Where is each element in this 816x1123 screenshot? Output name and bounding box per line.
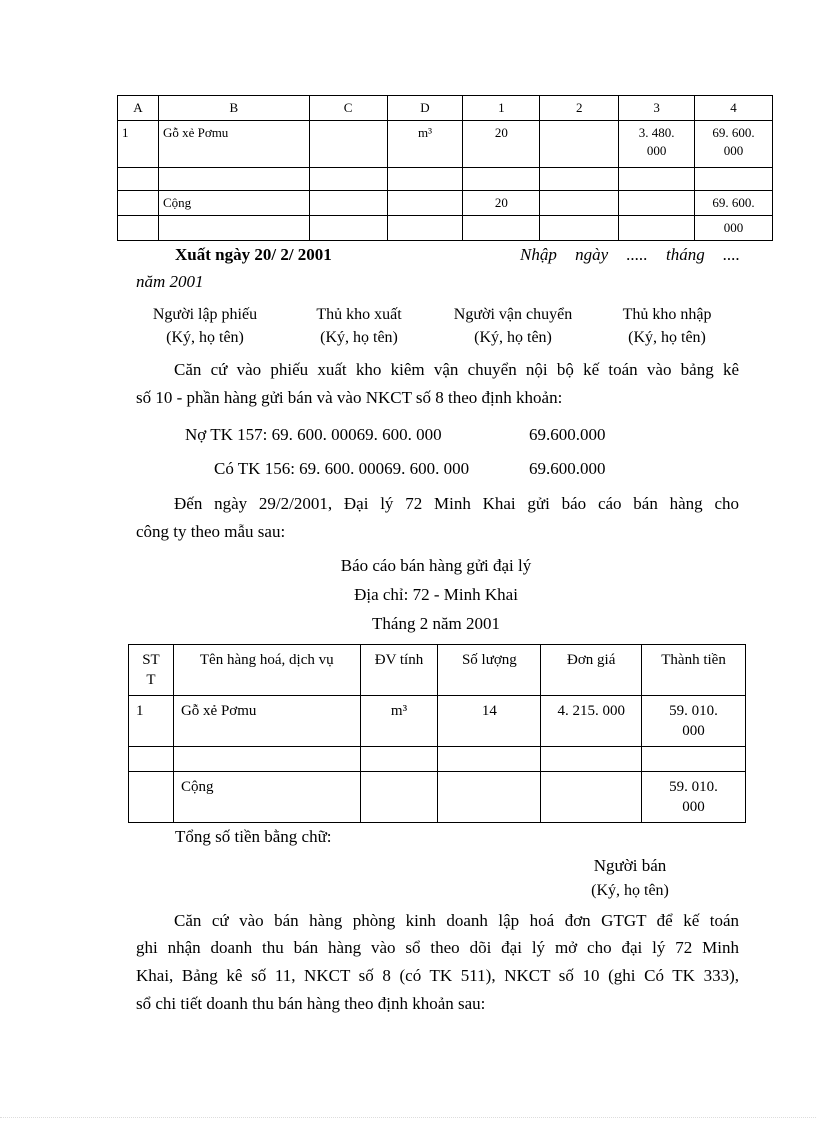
seller-sign-note: (Ký, họ tên) bbox=[591, 882, 669, 899]
receipt-date bbox=[520, 245, 740, 265]
total-cell bbox=[642, 696, 746, 747]
empty-row bbox=[129, 747, 746, 772]
col-header-c: C bbox=[309, 96, 387, 121]
total-amount: 69. 600. bbox=[695, 191, 773, 216]
price-line-2: 000 bbox=[646, 143, 667, 158]
signature-block bbox=[592, 306, 742, 347]
signature-note: (Ký, họ tên) bbox=[320, 329, 398, 346]
unit-cell: m³ bbox=[360, 696, 438, 747]
issue-slip-table bbox=[117, 95, 773, 241]
paragraph-line: Khai, Bảng kê số 11, NKCT số 8 (có TK 511), NKCT số 10 (ghi Có TK 333), bbox=[136, 966, 739, 985]
seller-signature bbox=[560, 856, 700, 900]
total-row-continuation bbox=[118, 216, 773, 241]
empty-cell bbox=[309, 121, 387, 168]
table-header-row bbox=[118, 96, 773, 121]
empty-cell bbox=[540, 121, 619, 168]
paragraph-line: sổ chi tiết doanh thu bán hàng theo định khoản sau: bbox=[136, 994, 486, 1013]
col-header-name: Tên hàng hoá, dịch vụ bbox=[173, 645, 360, 696]
signature-role: Người lập phiếu bbox=[152, 306, 258, 323]
quantity-cell: 20 bbox=[463, 121, 540, 168]
table-row bbox=[118, 121, 773, 168]
debit-entry: Nợ TK 157: 69. 600. 00069. 600. 000 bbox=[185, 425, 442, 444]
stt-line-2: T bbox=[146, 672, 156, 688]
debit-amount: 69.600.000 bbox=[529, 425, 606, 444]
item-name: Gỗ xẻ Pơmu bbox=[158, 121, 309, 168]
total-label: Cộng bbox=[173, 772, 360, 823]
receipt-dots: ..... bbox=[626, 245, 648, 264]
report-period: Tháng 2 năm 2001 bbox=[372, 614, 500, 633]
price-cell: 4. 215. 000 bbox=[541, 696, 642, 747]
credit-entry: Có TK 156: 69. 600. 00069. 600. 000 bbox=[214, 459, 470, 478]
col-header-2: 2 bbox=[540, 96, 619, 121]
empty-cell bbox=[118, 191, 159, 216]
total-label: Cộng bbox=[158, 191, 309, 216]
col-header-3: 3 bbox=[619, 96, 695, 121]
table-row bbox=[129, 696, 746, 747]
col-header-unit: ĐV tính bbox=[360, 645, 438, 696]
col-header-qty: Số lượng bbox=[438, 645, 541, 696]
receipt-word: Nhập bbox=[520, 245, 557, 264]
table-header-row bbox=[129, 645, 746, 696]
receipt-word: ngày bbox=[575, 245, 609, 264]
receipt-year: năm 2001 bbox=[136, 272, 204, 291]
row-index: 1 bbox=[129, 696, 174, 747]
signature-note: (Ký, họ tên) bbox=[628, 329, 706, 346]
unit-cell: m³ bbox=[387, 121, 463, 168]
signature-block bbox=[438, 306, 588, 347]
quantity-cell: 14 bbox=[438, 696, 541, 747]
receipt-dots: .... bbox=[723, 245, 740, 264]
total-line-1: 59. 010. bbox=[669, 779, 718, 795]
col-header-a: A bbox=[118, 96, 159, 121]
col-header-b: B bbox=[158, 96, 309, 121]
signature-block bbox=[130, 306, 280, 347]
seller-role: Người bán bbox=[593, 856, 667, 875]
col-header-stt bbox=[129, 645, 174, 696]
total-line-2: 000 bbox=[682, 723, 705, 739]
row-index: 1 bbox=[118, 121, 159, 168]
receipt-word: tháng bbox=[665, 245, 705, 264]
total-in-words-label: Tổng số tiền bằng chữ: bbox=[175, 827, 332, 846]
total-line-1: 69. 600. bbox=[712, 125, 755, 140]
empty-row bbox=[118, 168, 773, 191]
total-row bbox=[129, 772, 746, 823]
col-header-1: 1 bbox=[463, 96, 540, 121]
col-header-4: 4 bbox=[695, 96, 773, 121]
signature-role: Thủ kho nhập bbox=[622, 306, 712, 323]
report-address: Địa chỉ: 72 - Minh Khai bbox=[354, 585, 518, 604]
total-line-2: 000 bbox=[723, 143, 744, 158]
item-name: Gỗ xẻ Pơmu bbox=[173, 696, 360, 747]
price-cell bbox=[619, 121, 695, 168]
issue-date: Xuất ngày 20/ 2/ 2001 bbox=[175, 245, 332, 264]
signature-role: Thủ kho xuất bbox=[316, 306, 402, 323]
signature-block bbox=[284, 306, 434, 347]
total-line-1: 59. 010. bbox=[669, 703, 718, 719]
paragraph-line: công ty theo mẫu sau: bbox=[136, 522, 286, 541]
total-amount bbox=[642, 772, 746, 823]
paragraph-line: số 10 - phần hàng gửi bán và vào NKCT số 8 theo định khoản: bbox=[136, 388, 563, 407]
total-cell bbox=[695, 121, 773, 168]
price-line-1: 3. 480. bbox=[638, 125, 675, 140]
col-header-total: Thành tiền bbox=[642, 645, 746, 696]
report-title: Báo cáo bán hàng gửi đại lý bbox=[340, 556, 532, 575]
signature-note: (Ký, họ tên) bbox=[474, 329, 552, 346]
paragraph-line: Căn cứ vào phiếu xuất kho kiêm vận chuyển nội bộ kế toán vào bảng kê bbox=[174, 360, 739, 379]
stt-line-1: ST bbox=[142, 652, 160, 668]
total-line-2: 000 bbox=[682, 799, 705, 815]
total-row bbox=[118, 191, 773, 216]
total-quantity: 20 bbox=[463, 191, 540, 216]
paragraph-line: Căn cứ vào bán hàng phòng kinh doanh lập hoá đơn GTGT để kế toán bbox=[174, 911, 739, 930]
signature-note: (Ký, họ tên) bbox=[166, 329, 244, 346]
signature-role: Người vận chuyển bbox=[453, 306, 573, 323]
col-header-d: D bbox=[387, 96, 463, 121]
total-amount-line-2: 000 bbox=[695, 216, 773, 241]
credit-amount: 69.600.000 bbox=[529, 459, 606, 478]
sales-report-table bbox=[128, 644, 746, 823]
col-header-price: Đơn giá bbox=[541, 645, 642, 696]
paragraph-line: ghi nhận doanh thu bán hàng vào sổ theo dõi đại lý mở cho đại lý 72 Minh bbox=[136, 938, 739, 957]
page-footer-divider bbox=[0, 1117, 816, 1118]
paragraph-line: Đến ngày 29/2/2001, Đại lý 72 Minh Khai gửi báo cáo bán hàng cho bbox=[174, 494, 739, 513]
